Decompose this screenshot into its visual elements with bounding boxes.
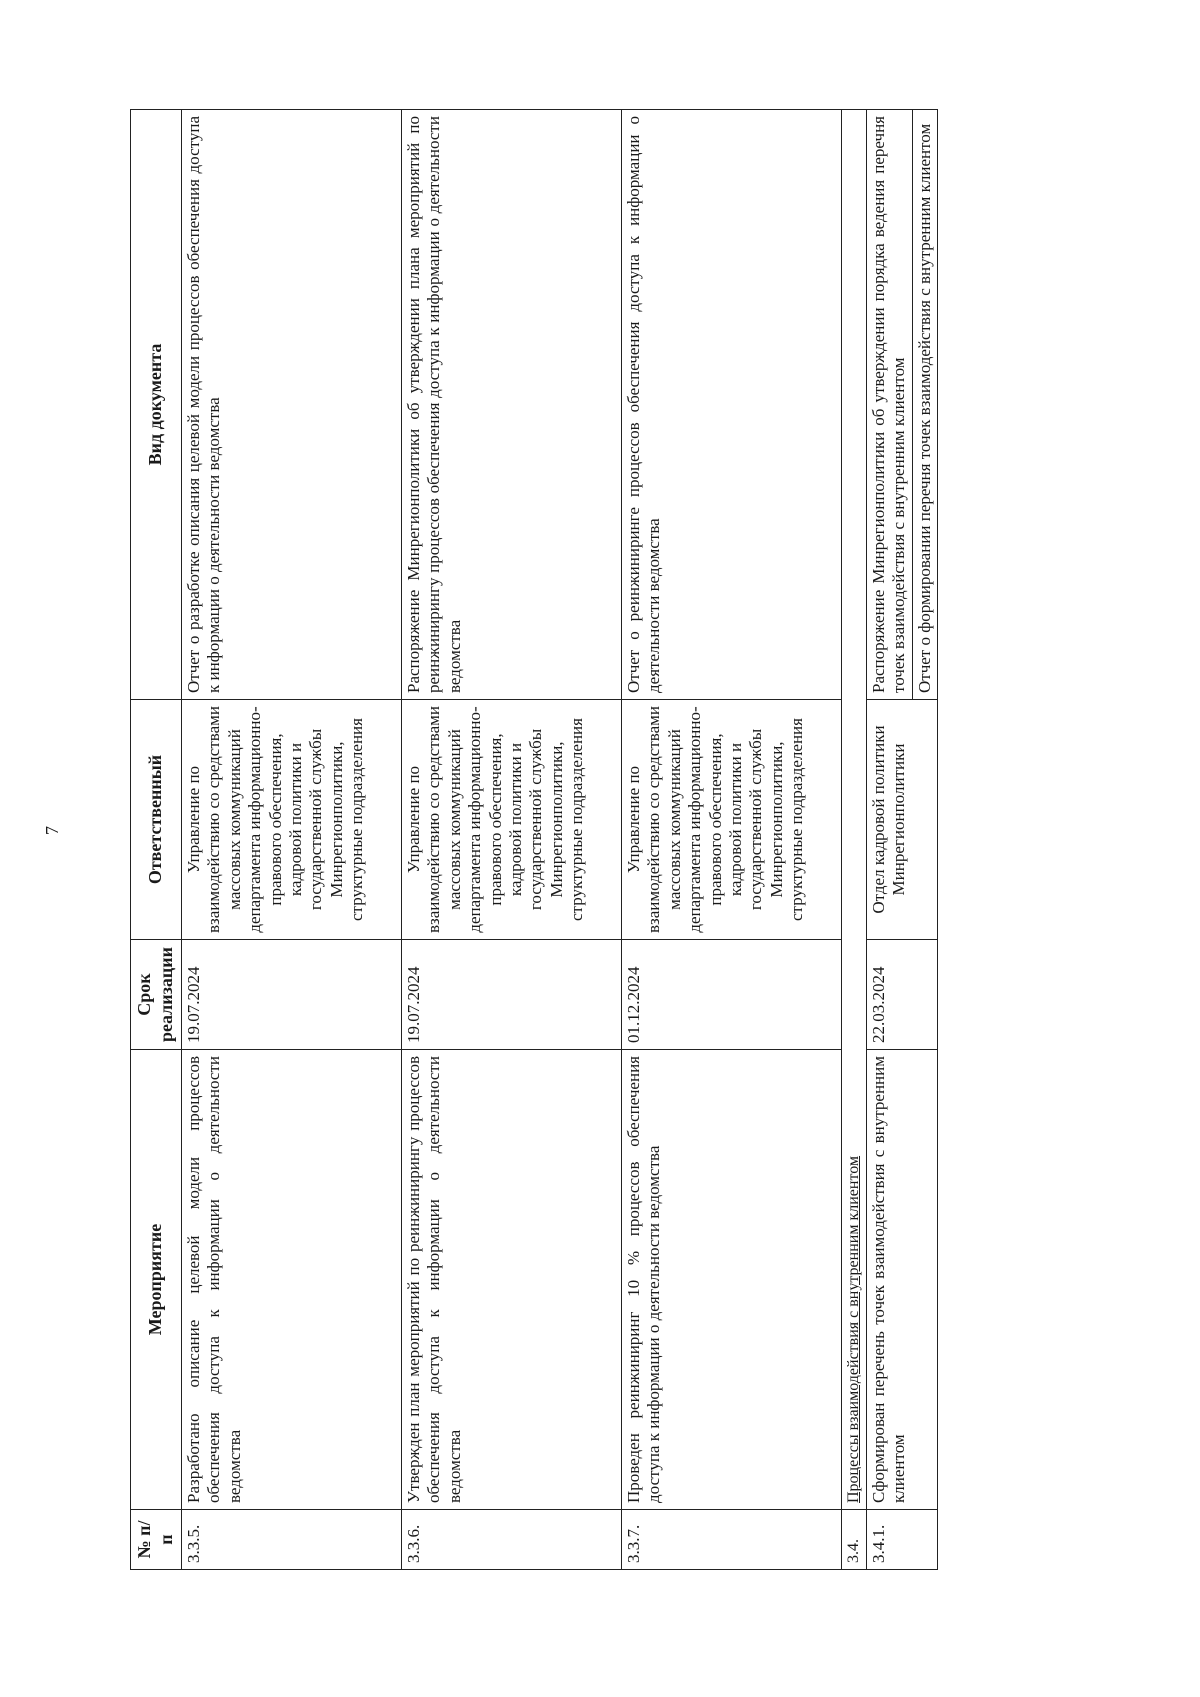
plan-table [130, 109, 938, 1570]
section-row [842, 110, 867, 1570]
row-event: Сформирован перечень точек взаимодействия с внутренним клиентом [867, 1050, 938, 1510]
table-row [402, 110, 622, 1570]
row-num: 3.3.6. [402, 1510, 622, 1570]
section-title: Процессы взаимодействия с внутренним клиентом [845, 1155, 862, 1503]
table-row [182, 110, 402, 1570]
row-responsible: Управление по взаимодействию со средствами массовых коммуникаций департамента информационно-правового обеспечения, кадровой политики и государственной службы Минрегионполитики, структурные подразделения [402, 700, 622, 940]
row-event: Проведен реинжиниринг 10 % процессов обеспечения доступа к информации о деятельности ведомства [622, 1050, 842, 1510]
row-num: 3.3.5. [182, 1510, 402, 1570]
row-event: Разработано описание целевой модели процессов обеспечения доступа к информации о деятельности ведомства [182, 1050, 402, 1510]
row-document: Распоряжение Минрегионполитики об утверждении плана мероприятий по реинжинирингу процессов обеспечения доступа к информации о деятельности ведомства [402, 110, 622, 700]
row-num: 3.3.7. [622, 1510, 842, 1570]
row-responsible: Отдел кадровой политики Минрегионполитики [867, 700, 938, 940]
row-document [867, 110, 938, 700]
row-event: Утвержден план мероприятий по реинжинирингу процессов обеспечения доступа к информации о деятельности ведомства [402, 1050, 622, 1510]
header-term: Срок реализации [131, 940, 182, 1050]
header-responsible: Ответственный [131, 700, 182, 940]
page-number: 7 [42, 826, 62, 835]
row-num: 3.4.1. [867, 1510, 938, 1570]
row-responsible: Управление по взаимодействию со средствами массовых коммуникаций департамента информационно-правового обеспечения, кадровой политики и государственной службы Минрегионполитики, структурные подразделения [182, 700, 402, 940]
row-term: 19.07.2024 [402, 940, 622, 1050]
header-event: Мероприятие [131, 1050, 182, 1510]
document-report: Отчет о формировании перечня точек взаимодействия с внутренним клиентом [912, 110, 937, 699]
row-term: 01.12.2024 [622, 940, 842, 1050]
row-document: Отчет о реинжиниринге процессов обеспечения доступа к информации о деятельности ведомства [622, 110, 842, 700]
header-document: Вид документа [131, 110, 182, 700]
table-header-row [131, 110, 182, 1570]
document-order: Распоряжение Минрегионполитики об утверждении порядка ведения перечня точек взаимодействия с внутренним клиентом [869, 116, 909, 693]
table-row [622, 110, 842, 1570]
header-num: № п/п [131, 1510, 182, 1570]
row-term: 19.07.2024 [182, 940, 402, 1050]
row-responsible: Управление по взаимодействию со средствами массовых коммуникаций департамента информационно-правового обеспечения, кадровой политики и государственной службы Минрегионполитики, структурные подразделения [622, 700, 842, 940]
row-term: 22.03.2024 [867, 940, 938, 1050]
section-title-cell [842, 110, 867, 1510]
table-row [867, 110, 938, 1570]
row-document: Отчет о разработке описания целевой модели процессов обеспечения доступа к информации о деятельности ведомства [182, 110, 402, 700]
rotated-table-container [130, 110, 1030, 1570]
section-num: 3.4. [842, 1510, 867, 1570]
